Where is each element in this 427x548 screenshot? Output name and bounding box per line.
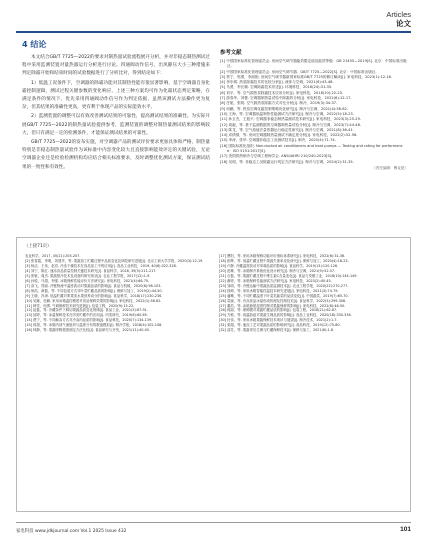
reference-item: [21] 石磊，等. 果蔬贮藏过程中维生素C含量变化[J]. 食品与发酵工业，2018(10):144-149.: [219, 273, 358, 278]
reference-item: [13] 邱婷，等. 冰温保鲜技术在肉类贮藏中的应用[J]. 肉类研究，2019(6):60-65.: [25, 313, 148, 318]
reference-item: [30] 杜伟，等. 家用冰箱果蔬保鲜技术现状与展望[J]. 制冷技术，2021(2):1-7.: [219, 318, 338, 323]
reference-item: [12] 赵磊，等. 冷藏条件下鲜切果蔬品质变化规律[J]. 食品工业，2021(5):87-91.: [25, 308, 148, 313]
reference-item: [16] 国际标准化组织. Non-ducted air conditioners and heat pumps — Testing and rating for performance：ISO 5151:2017[S].: [220, 143, 403, 154]
reference-item: [14] 贾宁，等. 不同解冻方式对冷冻肉品质的影响[J]. 食品科技，2020(7):134-139.: [25, 318, 153, 323]
box-right-column: [219, 254, 405, 333]
reference-item: [2] 张春霞，李明，刘建华，等. 果蔬加工贮藏过程中品质变化及调控研究进展[J]. 北京工商大学学报，2020(3):12-19.: [25, 258, 204, 263]
reference-item: 农业科学，2017, 45(21):205-207.: [25, 254, 81, 258]
reference-item: [10] 王海，等. 空调器低温制热性能测试方法研究[J]. 制冷与空调，2022(5):18-23.: [220, 111, 354, 116]
continued-references-box: [16, 237, 411, 512]
body-paragraph: GB/T 7725—2022的发布实施，对空调器产品的测试评价要求更加具体和严格，制热量特别是非稳态制热量试验作为该标准中内容变化较大且直接影响能效评定的关键试验，无论空调器企业还是检验检测机构均应结合相关标准要求，及时调整优化测试方案，保证测试结果的一致性和有效性。: [22, 140, 210, 170]
reference-item: [8] 徐浩，黄磊，等. 不同包装方式对叶菜贮藏品质的影响[J]. 保鲜与加工，2019(2):44-50.: [25, 288, 163, 293]
reference-item: [32] 邵芳，等. 果蔬采后生理与贮藏保鲜技术[J]. 保鲜与加工，2021(6):1-8.: [219, 328, 335, 333]
reference-item: [22] 谢婷，等. 冰箱保鲜性能测试方法研究[J]. 家电科技，2023(2):40-45.: [219, 278, 332, 283]
reference-item: [18] 彭辉，等. 低温贮藏过程中果蔬失重率变化研究[J]. 保鲜与加工，2020(4):18-23.: [219, 258, 349, 263]
body-paragraph: 本文结合GB/T 7725—2022的要求对制热量试验流程展开分析，并对非稳态制热测试过程中采用监测装置对量热器运行分析进行讨论。四通阀动作信号、出风静压大小三种措施来判定除霜开始和结束时间的试验数据进行了分析比对，得到结论如下：: [22, 55, 210, 77]
reference-item: [28] 蒋丽，等. 保鲜膜对果蔬贮藏品质的影响[J]. 包装工程，2018(21):62-67.: [219, 308, 338, 313]
reference-item: [7] 高飞，郑丽. 冷链物流中温度波动对果蔬品质的影响[J]. 食品与机械，2020(6):98-103.: [25, 283, 162, 288]
reference-item: [10] 吴娜，杜鹏. 家用冰箱温控精度对食品保鲜效果的影响[J]. 家电科技，2022(1):58-62.: [25, 298, 162, 303]
left-column: [22, 40, 210, 173]
reference-item: [24] 钱坤，等. 家用冰箱智能控温技术研究进展[J]. 家电科技，2021(3):74-79.: [219, 288, 339, 293]
reference-item: [29] 方敏，等. 低温胁迫对果蔬生理品质的影响[J]. 食品工业科技，2020(18):330-336.: [219, 313, 352, 318]
reference-item: [6] 孙悦，马超，李强. 冰箱保鲜性能评价方法研究[J]. 家电科技，2021(4):66-70.: [25, 278, 150, 283]
reference-item: [23] 邹明，等. 冷链运输中果蔬品质监测技术[J]. 农业工程学报，2020(22):270-277.: [219, 283, 349, 288]
reference-item: [19] 卢静. 冷藏温度波动对草莓品质的影响[J]. 食品科学，2019(13):120-126.: [219, 263, 339, 268]
reference-item: [25] 潘琳，等. 不同贮藏温度下叶菜类蔬菜的品质变化[J]. 中国蔬菜，2019(7):65-70.: [219, 293, 349, 298]
box-left-column: [25, 254, 211, 333]
header-rule: [16, 31, 411, 33]
reference-item: [18] 吴明，等. 非稳态工况除霜运行判定方法研究[J]. 制冷与空调，2024(2):31-35.: [220, 159, 354, 164]
reference-item: [3] 蔡宁，郭勇，李丽艳. 房间空气调节器新国家标准GB/T 7725的修订解读[J]. 家电科技，2023(1):12-16.: [220, 74, 393, 79]
reference-item: [1] 中国国家标准化管理委员会. 房间空气调节器能效限定值及能效等级：GB 21455—2019[S]. 北京：中国标准出版社.: [220, 59, 407, 69]
reference-item: [2] 中国国家标准化管理委员会. 房间空气调节器：GB/T 7725—2022[S]. 北京：中国标准出版社.: [220, 69, 377, 74]
body-paragraph: 2）监测装置的调整可以有效改善测试结果的可靠性，提高测试结果的准确性。为实际开展GB/T 7725—2022的制热量试验提供参考，监测装置的调整对制热量测试结果的影响较大，但只有满足一定的检测条件，才能保证测试结果的可靠性。: [22, 114, 210, 136]
body-paragraph: 1）低温工况条件下，空调器的除霜功能对其制热性能有很显著影响，基于空调器自身化霜控制逻辑，测试过程关键参数的变化响应，上述三种方案均可作为化霜状态判定策略，在满足条件的情况下，优先采用四通阀动作信号作为判定依据，虽然该测试方法操作更为复杂，但其结果的准确性更高，更有利于体现产品的实际能效水平。: [22, 80, 210, 111]
continued-from-tag: （上接71页）: [24, 244, 52, 249]
page-number: 101: [400, 526, 411, 533]
reference-item: [8] 任航，张明. 空气源热泵除霜方式对比分析[J]. 制冷，2019(3):34-37.: [220, 101, 338, 106]
right-column: [220, 40, 408, 171]
reference-item: [31] 梁超，等. 速冻工艺对果蔬品质的影响研究[J]. 食品科技，2019(12):75-80.: [219, 323, 341, 328]
reference-item: [6] 刘平，等. 空气源热泵除霜技术应用分析[J]. 家电科技，2018(10):22-23.: [220, 90, 344, 95]
reference-item: [7] 游春华，刘蕾. 空调器制热量试验中除霜的分析[J]. 家电科技，2022(6):12-17.: [220, 96, 352, 101]
reference-item: [26] 袁晓，等. 冷冻食品冰晶形成机理及控制技术[J]. 食品科学，2022(5):299-306.: [219, 298, 347, 303]
editor-note: （责任编辑：傅克宽）: [372, 165, 408, 170]
reference-item: [16] 林静，等. 果蔬呼吸强度测定方法比较[J]. 食品研究与开发，2021(11):40-45.: [25, 328, 151, 333]
references-title: 参考文献: [220, 50, 242, 56]
reference-item: [3] 杨洁，王伟，赵亮. 冷冻干燥技术在食品加工中的应用[J]. 食品工业科技，2019, 40(8):322-328.: [25, 263, 177, 268]
reference-item: [9] 何鹏，等. 热泵空调化霜控制策略优化研究[J]. 制冷与空调，2021(4):58-62.: [220, 106, 348, 111]
reference-item: [5] 马勇，李长顺. 空调除霜技术综述[J]. 环境科技，2016(24):31-35.: [220, 85, 333, 90]
reference-item: [15] 李涛，张华. 空调器非稳态工况测试技术[J]. 制冷，2020(4):71-74.: [220, 138, 336, 143]
reference-item: [20] 范琳，等. 冰箱制冷系统优化设计研究[J]. 制冷与空调，2021(9):52-57.: [219, 268, 336, 273]
reference-item: [17] 曹阳，等. 家用冰箱保鲜功能评价指标体系研究[J]. 家电科技，2022(6):31-36.: [219, 254, 346, 258]
reference-item: [27] 董浩，等. 冰箱抽屉湿度控制对果蔬保鲜的影响[J]. 家电科技，2022(8):46-50.: [219, 303, 346, 308]
reference-item: [14] 邓倩倩，等. 房间空调器制热量测试不确定度分析[J]. 家电科技，2022(2):52-56.: [220, 133, 358, 138]
reference-item: [4] 刘宁，陈红. 速冻食品质量控制关键技术研究[J]. 食品科学，2018, 39(5):211-217.: [25, 268, 157, 273]
reference-item: [5] 张敏，周杰. 果蔬预冷技术及设备的研究现状[J]. 农业工程学报，2017(12):1-9.: [25, 273, 151, 278]
section-label-zh: 论文: [396, 19, 411, 28]
reference-item: [11] 孙玉杰，王振兴. 空调器非稳态制热量测试技术研究[J]. 家电科技，2023(3):25-29.: [220, 117, 362, 122]
reference-list: [220, 59, 408, 165]
page-footer: [16, 526, 411, 536]
reference-item: [17] 美国供热制冷与空调工程师学会. ANSI/AHRI 210/240-2023[S].: [220, 154, 333, 159]
footer-rule: [16, 522, 411, 523]
section-title: 4 结论: [22, 40, 47, 49]
reference-item: [9] 王晓，冯涛. 低温贮藏对浆果类水果营养成分的影响[J]. 食品科学，2018(17):230-236.: [25, 293, 163, 298]
reference-item: [15] 蒋超，等. 冰箱内部气流组织与温度分布的数值模拟[J]. 制冷学报，2018(4):102-108.: [25, 323, 163, 328]
journal-info: 家电科技 www.jdkjournal.com Vol.1 2025 Issue 432: [16, 529, 127, 534]
reference-item: [11] 韩雪，何勇. 气调保鲜技术研究进展[J]. 包装工程，2020(9):15-22.: [25, 303, 135, 308]
reference-item: [13] 陈龙，等. 空气焓值法量热器运行稳定性研究[J]. 制冷与空调，2021(8):36-41.: [220, 127, 354, 132]
section-label-en: Articles: [386, 10, 411, 19]
reference-item: [12] 周毅，等. 基于监测数据的空调器制热量试验分析[J]. 制冷与空调，2023(7):44-48.: [220, 122, 362, 127]
reference-item: [4] 李东城. 热泵除霜技术的比较分析[J]. 流体与空调，2021(6):43-48.: [220, 80, 334, 85]
running-header: [386, 10, 411, 28]
